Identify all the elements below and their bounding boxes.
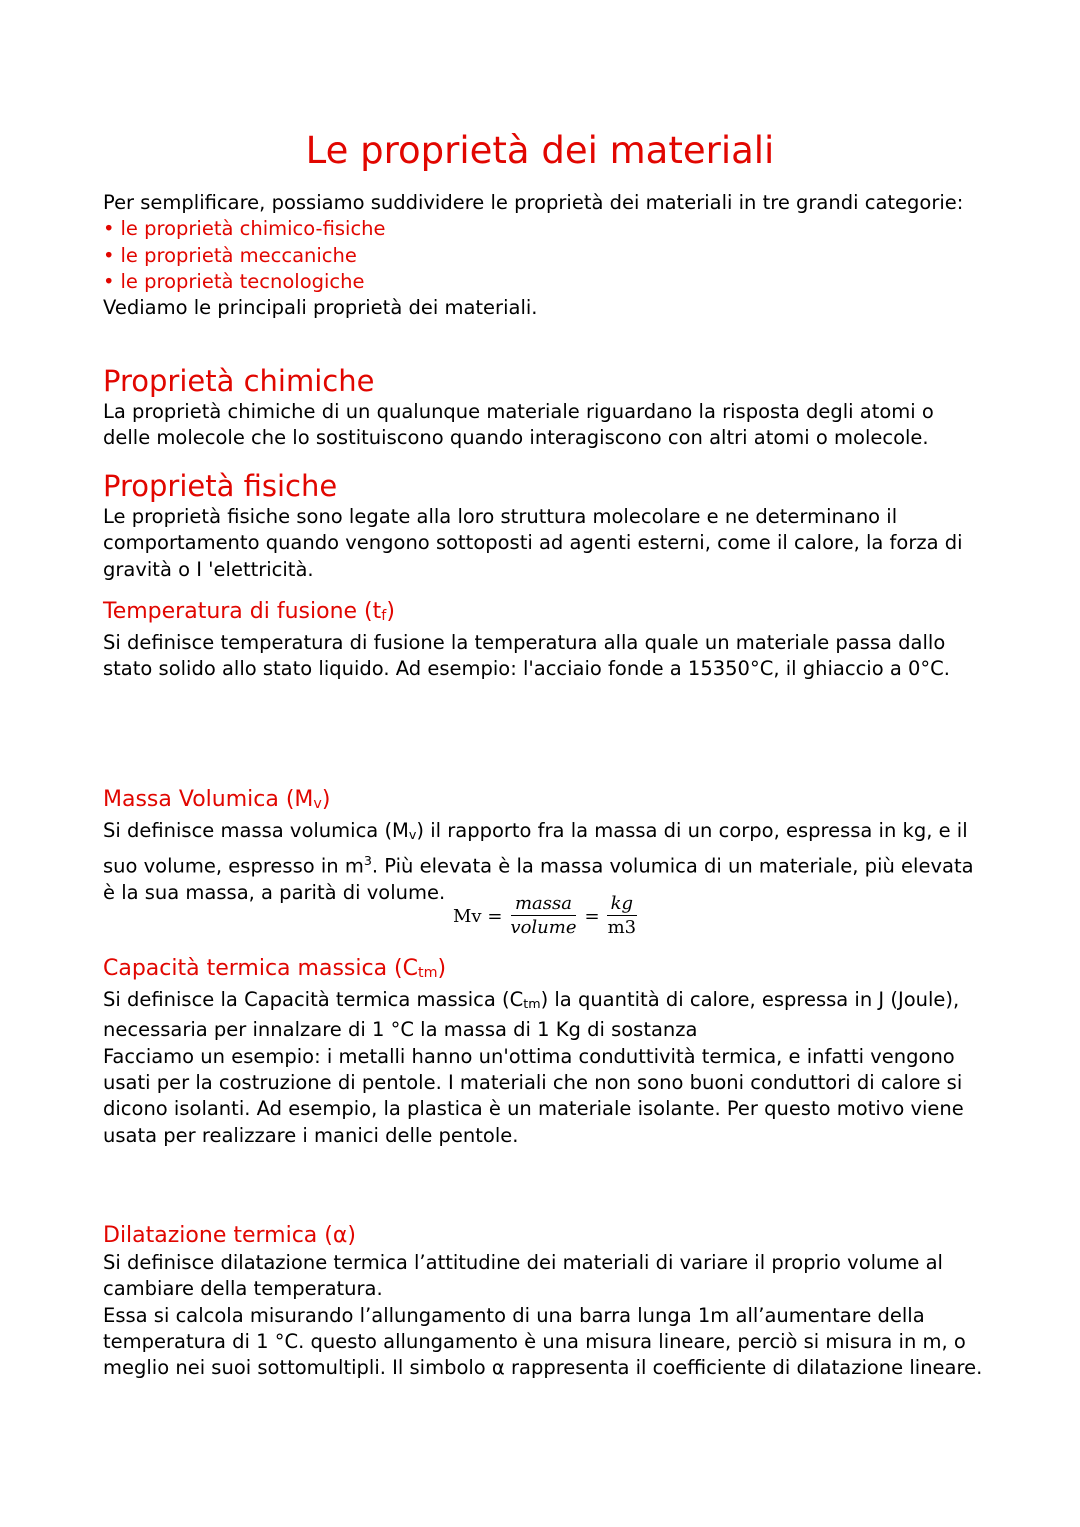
formula-lhs: Mv =: [453, 906, 503, 927]
subsection-heading-massa: Massa Volumica (Mv): [103, 787, 331, 813]
chimiche-text: La proprietà chimiche di un qualunque materiale riguardano la risposta degli atomi o delle molecole che lo sostituiscono quando interagiscono con altri atomi o molecole.: [103, 400, 934, 450]
physical-section: [103, 468, 983, 583]
categories-list: [103, 216, 983, 295]
intro-text: Per semplificare, possiamo suddividere le proprietà dei materiali in tre grandi categorie:: [103, 191, 964, 214]
list-item: • le proprietà meccaniche: [103, 243, 983, 269]
formula-equals: =: [584, 906, 600, 927]
density-formula: [453, 893, 644, 940]
capacita-text: Si definisce la Capacità termica massica (Ctm) la quantità di calore, espressa in J (Joule), necessaria per innalzare di 1 °C la massa di 1 Kg di sostanza: [103, 988, 960, 1042]
formula-fraction-2: $\frac{kg}{m3}$: [607, 893, 637, 938]
subsection-heading-dilatazione: Dilatazione termica (α): [103, 1223, 356, 1248]
section-heading-fisiche: Proprietà fisiche: [103, 469, 338, 503]
chemical-section: [103, 363, 983, 452]
list-item: • le proprietà chimico-fisiche: [103, 216, 983, 242]
thermal-expansion-section: [103, 1222, 983, 1381]
capacita-text-2: Facciamo un esempio: i metalli hanno un'ottima conduttività termica, e infatti vengono usati per la costruzione di pentole. I materiali che non sono buoni conduttori di calore si dicono isolanti. Ad esempio, la plastica è un materiale isolante. Per questo motivo viene usata per realizzare i manici delle pentole.: [103, 1044, 964, 1147]
subsection-heading-capacita: Capacità termica massica (Ctm): [103, 956, 447, 982]
massa-text: Si definisce massa volumica (Mv) il rapporto fra la massa di un corpo, espressa in kg, e il suo volume, espresso in $m^3$. Più elevata è la massa volumica di un materiale, più elevata è la sua massa, a parità di volume.: [103, 819, 974, 905]
dilatazione-text-2: Essa si calcola misurando l’allungamento di una barra lunga 1m all’aumentare della temperatura di 1 °C. questo allungamento è una misura lineare, perciò si misura in m, o meglio nei suoi sottomultipli. Il simbolo α rappresenta il coefficiente di dilatazione lineare.: [103, 1303, 983, 1380]
melting-section: [103, 598, 983, 683]
fusione-text: Si definisce temperatura di fusione la temperatura alla quale un materiale passa dallo stato solido allo stato liquido. Ad esempio: l'acciaio fonde a 15350°C, il ghiaccio a 0°C.: [103, 631, 950, 681]
section-heading-chimiche: Proprietà chimiche: [103, 364, 375, 398]
page-title: Le proprietà dei materiali: [305, 129, 775, 172]
heat-capacity-section: [103, 955, 983, 1149]
fisiche-text: Le proprietà fisiche sono legate alla loro struttura molecolare e ne determinano il comportamento quando vengono sottoposti ad agenti esterni, come il calore, la forza di gravità o I 'elettricità.: [103, 505, 963, 581]
dilatazione-text-1: Si definisce dilatazione termica l’attitudine dei materiali di variare il proprio volume al cambiare della temperatura.: [103, 1251, 943, 1301]
intro-section: [103, 190, 983, 321]
density-section: [103, 786, 983, 907]
list-item: • le proprietà tecnologiche: [103, 269, 983, 295]
formula-fraction-1: $\frac{\text{massa}}{\text{volume}}$: [510, 893, 577, 938]
intro-closing: Vediamo le principali proprietà dei materiali.: [103, 296, 538, 320]
subsection-heading-fusione: Temperatura di fusione (tf): [103, 599, 395, 625]
